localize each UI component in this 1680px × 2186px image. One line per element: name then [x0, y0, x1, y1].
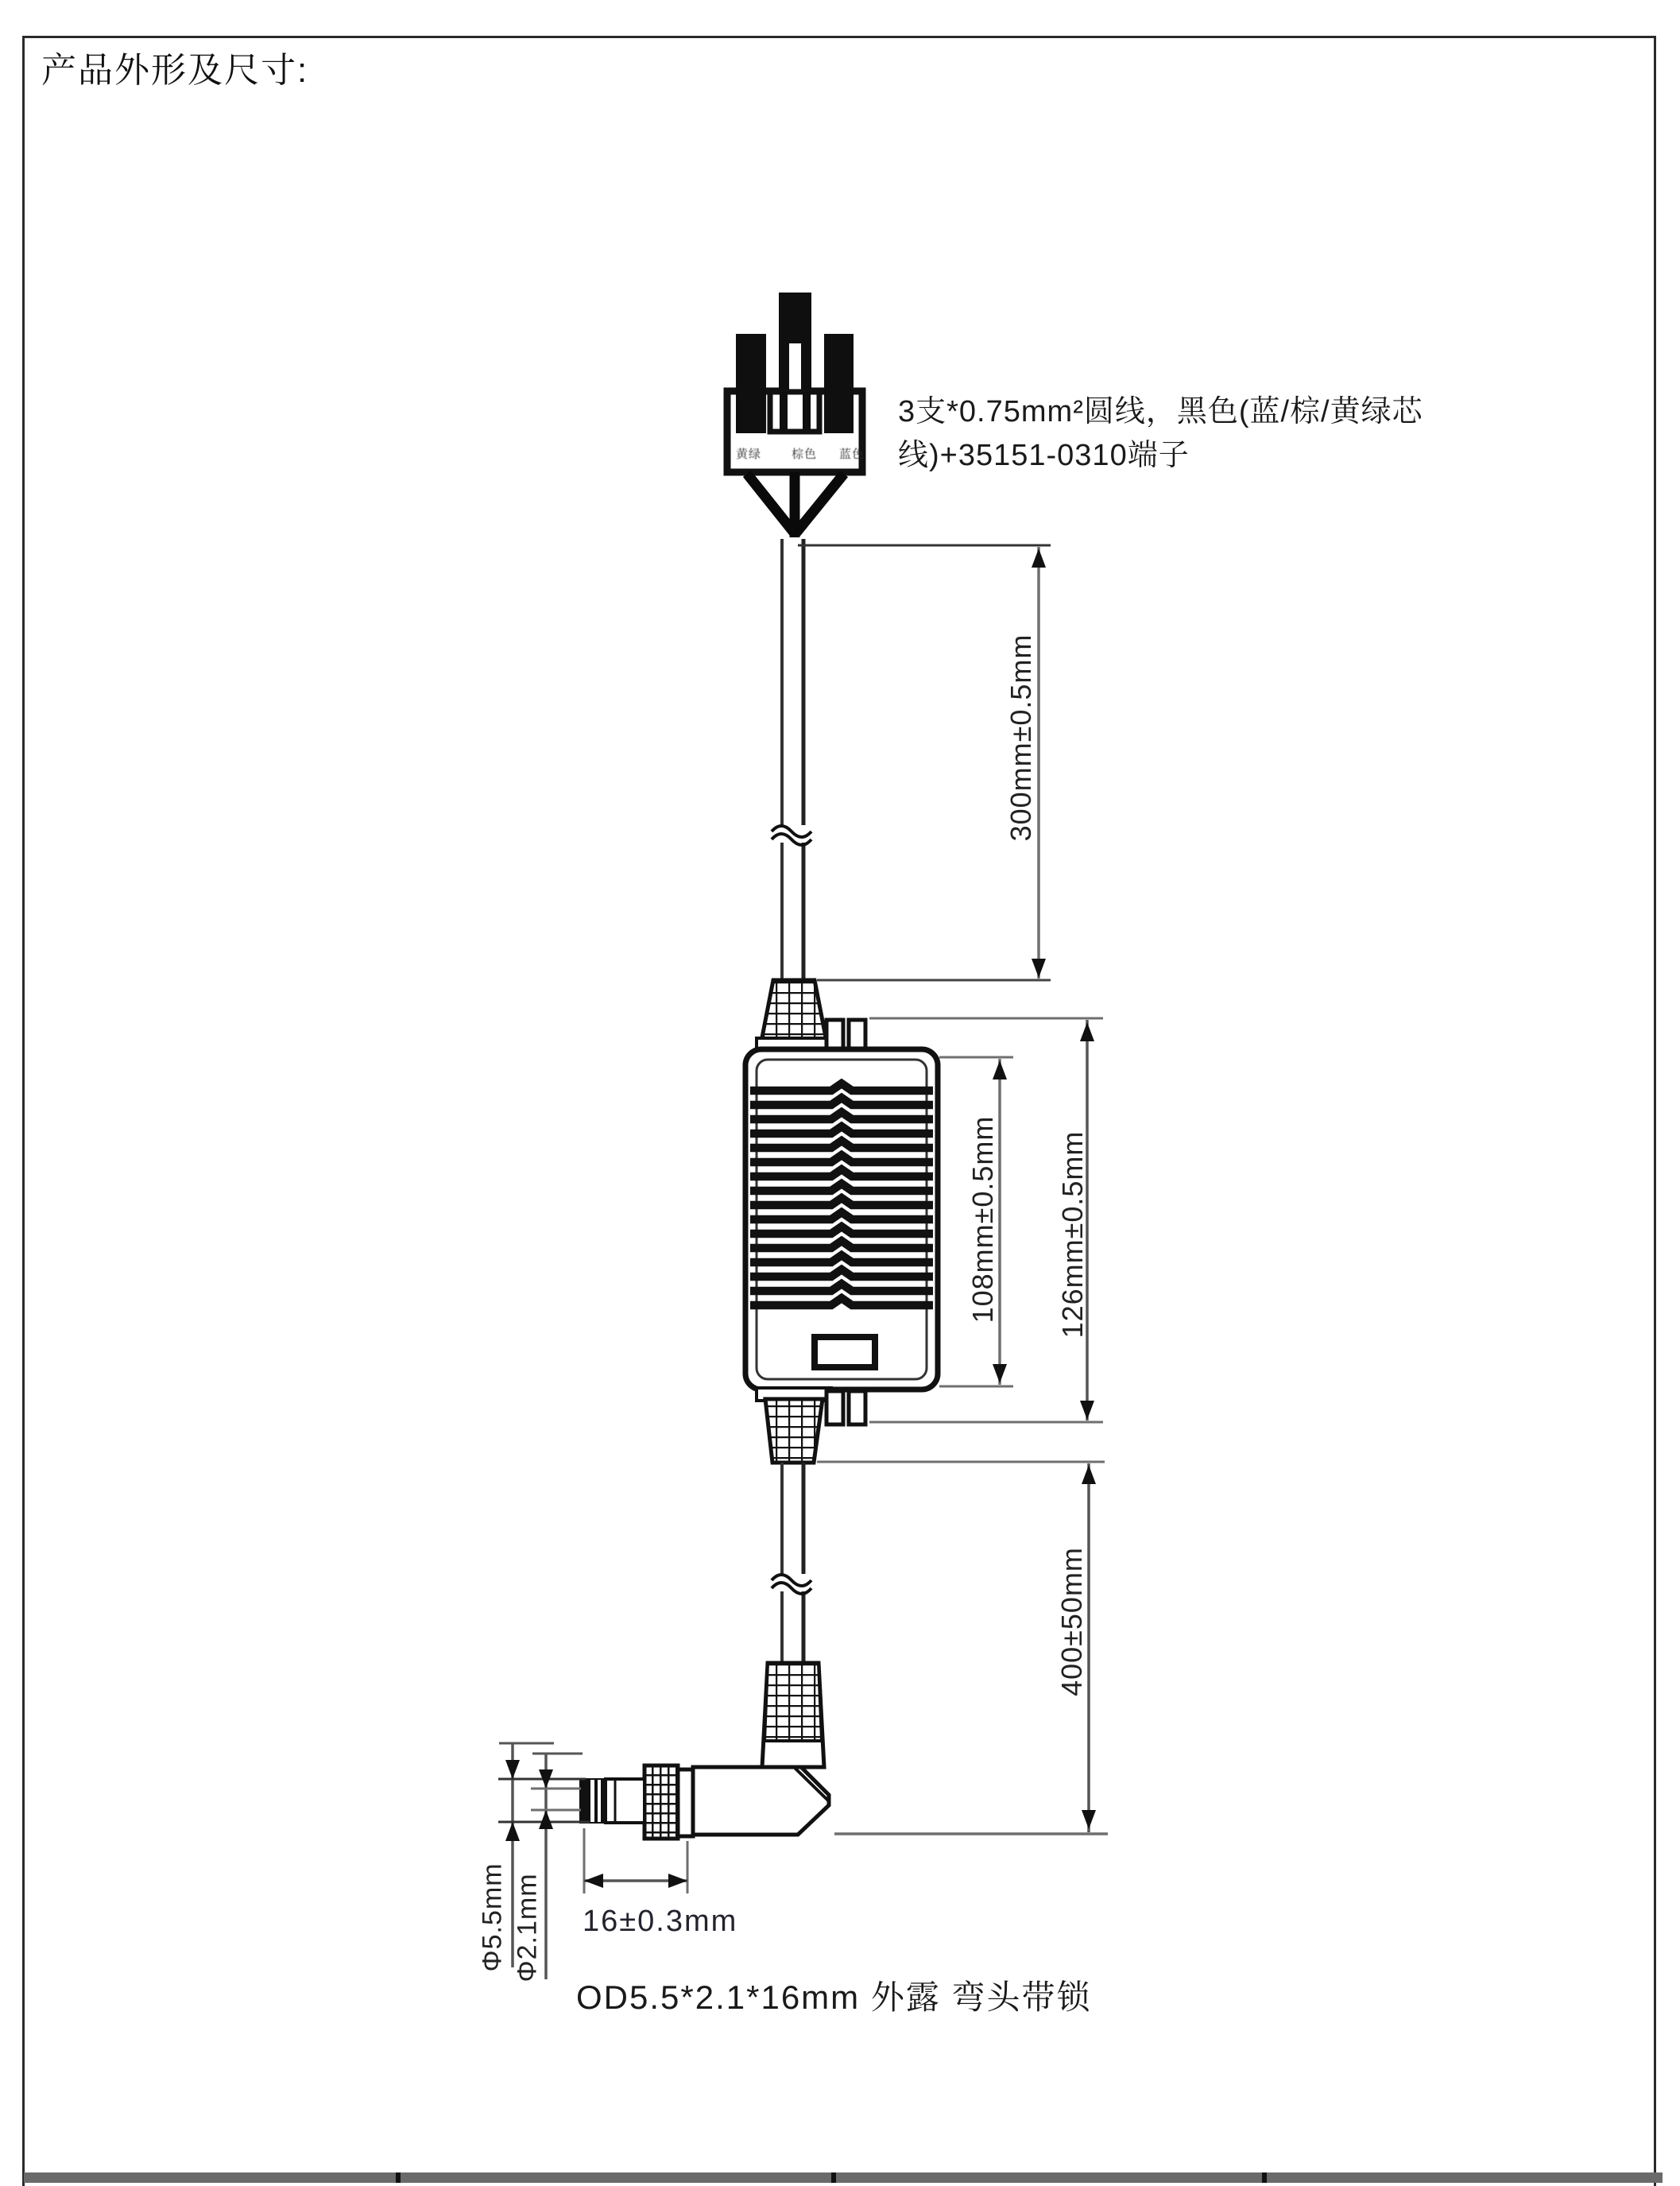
knurled-lock-nut: [645, 1765, 678, 1839]
bottom-cable-drawing: [772, 1463, 814, 1665]
terminal-connector-drawing: [727, 293, 862, 537]
dim-adapter-body-height: 108mm±0.5mm: [966, 1115, 999, 1324]
dim-plug-barrel-length: 16±0.3mm: [583, 1905, 738, 1938]
dc-plug-drawing: [579, 1663, 829, 1839]
dim-plug-outer-diameter: Φ5.5mm: [477, 1862, 508, 1972]
dim-plug-inner-diameter: Φ2.1mm: [512, 1873, 543, 1983]
connector-note-line1: 3支*0.75mm²圆线，黑色(蓝/棕/黄绿芯: [898, 395, 1423, 428]
top-cable-drawing: [772, 539, 814, 980]
dim-adapter-overall-height: 126mm±0.5mm: [1056, 1130, 1089, 1339]
pin-label-yellow-green: 黄绿: [735, 448, 761, 461]
page-title: 产品外形及尺寸:: [41, 51, 309, 90]
pin-label-blue: 蓝色: [838, 448, 865, 461]
dim-bottom-cable-length: 400±50mm: [1055, 1547, 1088, 1696]
plug-spec-note: OD5.5*2.1*16mm 外露 弯头带锁: [576, 1979, 1092, 2016]
label-window: [815, 1337, 875, 1367]
dim-top-cable-length: 300mm±0.5mm: [1005, 634, 1037, 842]
pin-label-brown: 棕色: [791, 448, 817, 461]
power-adapter-drawing: [745, 980, 938, 1463]
connector-note-line2: 线)+35151-0310端子: [898, 439, 1190, 472]
footer-table-edge: [24, 2172, 1663, 2183]
